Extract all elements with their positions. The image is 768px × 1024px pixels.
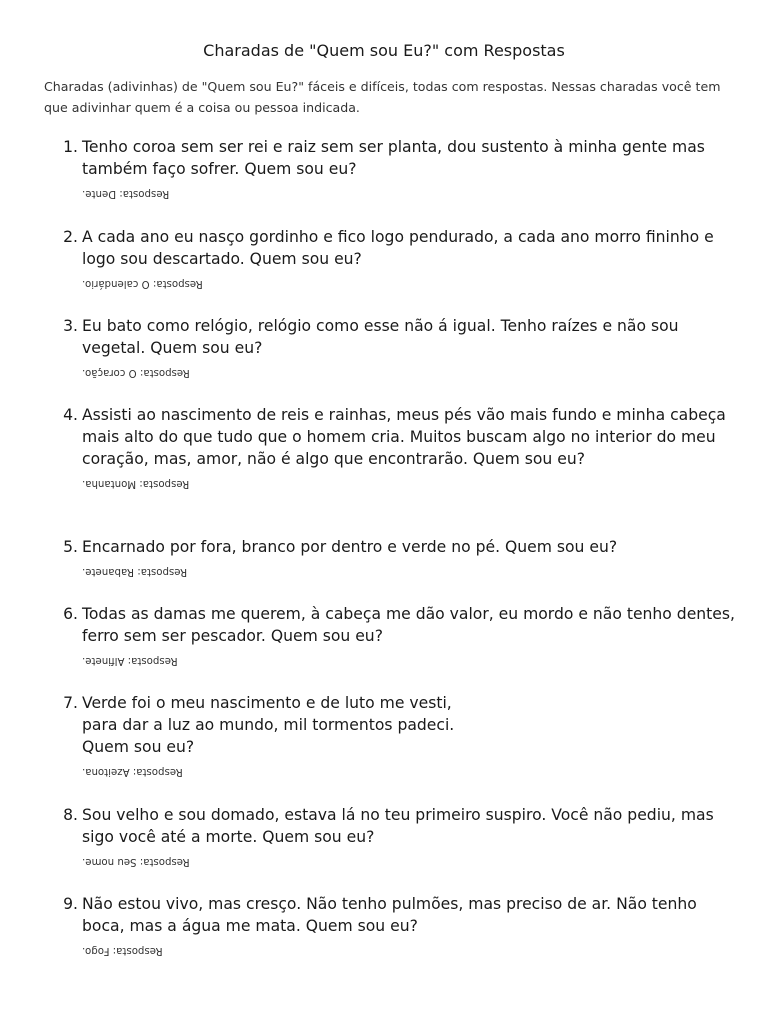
riddle-text: Eu bato como relógio, relógio como esse não á igual. Tenho raízes e não sou vegetal. Quem sou eu? — [82, 317, 679, 357]
riddle-item — [56, 315, 736, 380]
riddle-text: Encarnado por fora, branco por dentro e verde no pé. Quem sou eu? — [82, 538, 618, 556]
riddle-answer: Resposta: Fogo. — [82, 945, 163, 956]
riddle-answer: Resposta: Rabanete. — [82, 566, 188, 577]
riddle-answer: Resposta: Dente. — [82, 188, 170, 199]
riddle-text: A cada ano eu nasço gordinho e fico logo pendurado, a cada ano morro fininho e logo sou descartado. Quem sou eu? — [82, 228, 714, 268]
riddle-item — [56, 404, 736, 491]
riddle-answer: Resposta: Seu nome. — [82, 856, 190, 867]
riddle-item — [56, 692, 736, 779]
riddle-text: Sou velho e sou domado, estava lá no teu primeiro suspiro. Você não pediu, mas sigo você até a morte. Quem sou eu? — [82, 806, 714, 846]
riddle-item — [56, 893, 736, 958]
riddle-answer: Resposta: Alfinete. — [82, 655, 178, 666]
riddle-number: 2. — [63, 228, 78, 246]
riddle-number: 9. — [63, 895, 78, 913]
riddle-number: 7. — [63, 694, 78, 712]
riddle-answer: Resposta: O coração. — [82, 367, 190, 378]
riddle-text: Verde foi o meu nascimento e de luto me vesti, para dar a luz ao mundo, mil tormentos padeci. Quem sou eu? — [82, 694, 455, 756]
intro-paragraph: Charadas (adivinhas) de "Quem sou Eu?" fáceis e difíceis, todas com respostas. Nessas charadas você tem que adivinhar quem é a coisa ou pessoa indicada. — [44, 79, 721, 115]
riddle-number: 4. — [63, 406, 78, 424]
riddle-item — [56, 603, 736, 668]
riddle-item — [56, 536, 736, 579]
riddle-item — [56, 804, 736, 869]
riddle-item — [56, 136, 736, 201]
riddle-text: Tenho coroa sem ser rei e raiz sem ser planta, dou sustento à minha gente mas também faço sofrer. Quem sou eu? — [82, 138, 705, 178]
riddle-number: 5. — [63, 538, 78, 556]
riddle-number: 1. — [63, 138, 78, 156]
riddle-answer: Resposta: Azeitona. — [82, 766, 183, 777]
riddle-text: Não estou vivo, mas cresço. Não tenho pulmões, mas preciso de ar. Não tenho boca, mas a água me mata. Quem sou eu? — [82, 895, 697, 935]
riddle-number: 6. — [63, 605, 78, 623]
riddle-answer: Resposta: Montanha. — [82, 478, 190, 489]
riddle-item — [56, 226, 736, 291]
riddle-answer: Resposta: O calendário. — [82, 278, 203, 289]
riddle-text: Todas as damas me querem, à cabeça me dão valor, eu mordo e não tenho dentes, ferro sem ser pescador. Quem sou eu? — [82, 605, 735, 645]
riddle-number: 3. — [63, 317, 78, 335]
riddle-text: Assisti ao nascimento de reis e rainhas, meus pés vão mais fundo e minha cabeça mais alto do que tudo que o homem cria. Muitos buscam algo no interior do meu coração, mas, amor, não é algo que encontrarão. Quem sou eu? — [82, 406, 726, 468]
page-title: Charadas de "Quem sou Eu?" com Respostas — [203, 41, 565, 60]
riddle-number: 8. — [63, 806, 78, 824]
